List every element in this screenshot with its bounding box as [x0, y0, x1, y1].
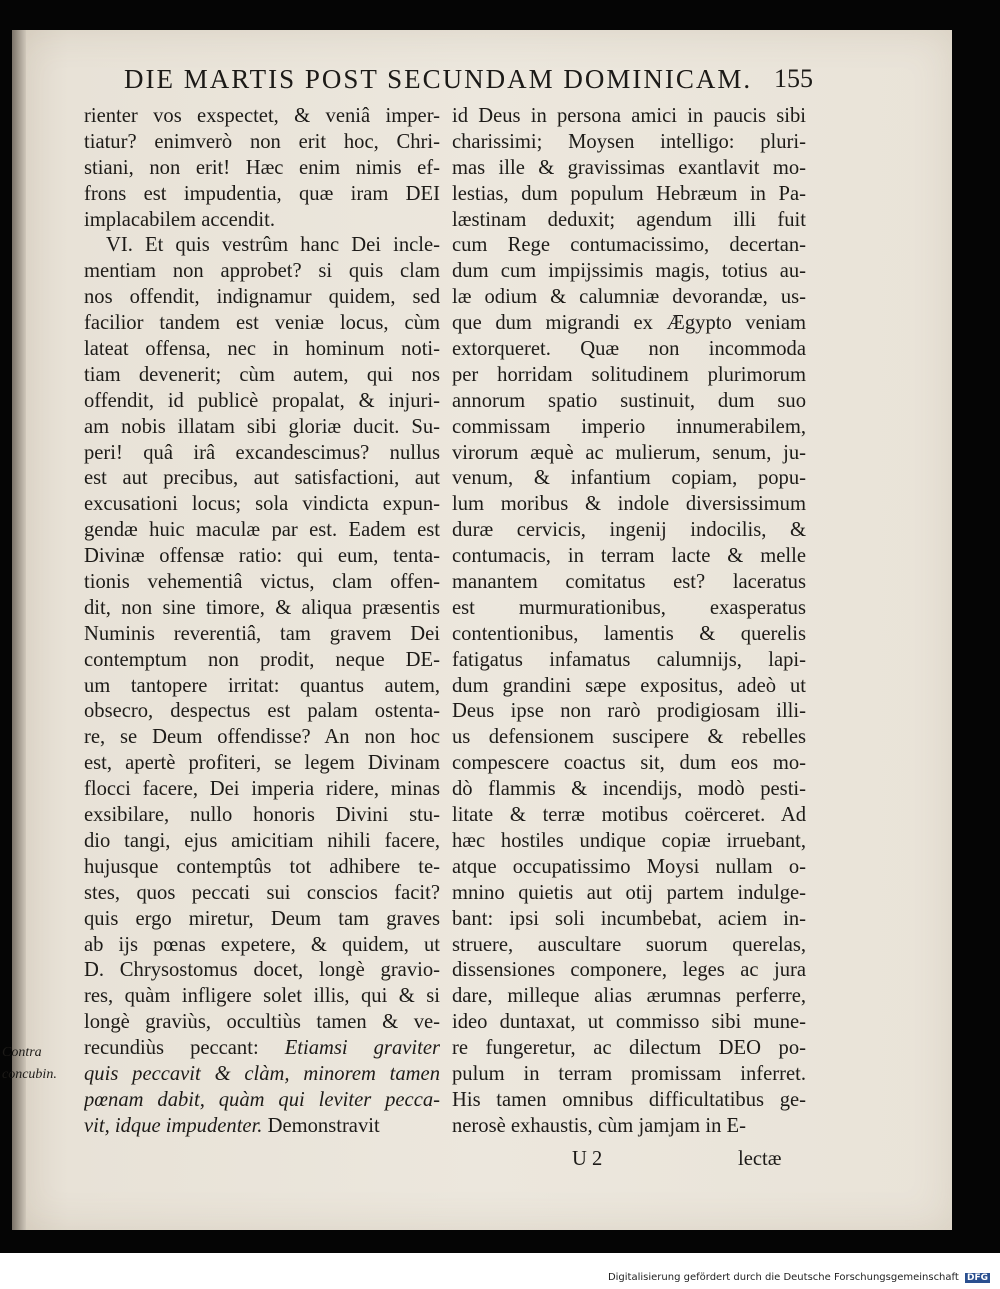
text-line: tionis vehementiâ victus, clam offen-: [84, 571, 440, 594]
text-line: id Deus in persona amici in paucis sibi: [452, 105, 806, 127]
catchword: lectæ: [738, 1148, 782, 1170]
dfg-logo: DFG: [966, 1273, 988, 1283]
text-line: stiani, non erit! Hæc enim nimis ef-: [84, 156, 440, 179]
text-line: contentionibus, lamentis & querelis: [452, 622, 806, 645]
text-line: frons est impudentia, quæ iram DEI: [84, 182, 440, 205]
text-line: implacabilem accendit.: [84, 208, 275, 231]
text-line: vit, idque impudenter. Demonstravit: [84, 1114, 380, 1137]
text-line: ab ijs pœnas expetere, & quidem, ut: [84, 933, 440, 956]
text-line: VI. Et quis vestrûm hanc Dei incle-: [106, 234, 440, 257]
text-line: commissam imperio innumerabilem,: [452, 415, 806, 438]
text-line: excusationi locus; sola vindicta expun-: [84, 493, 440, 516]
text-line: res, quàm infligere solet illis, qui & si: [84, 985, 440, 1008]
text-line: extorqueret. Quæ non incommoda: [452, 338, 806, 361]
text-line: per horridam solitudinem plurimorum: [452, 363, 806, 386]
credit-text: Digitalisierung gefördert durch die Deutsche Forschungsgemeinschaft: [607, 1272, 959, 1283]
text-line: charissimi; Moysen intelligo: pluri-: [452, 130, 806, 153]
text-line: læstinam deduxit; agendum illi fuit: [452, 208, 806, 231]
text-line: lum moribus & indole diversissimum: [452, 493, 806, 516]
text-line: stes, quos peccati sui conscios facit?: [84, 881, 440, 904]
text-line: obsecro, despectus est palam ostenta-: [84, 700, 440, 723]
text-line: læ odium & calumniæ devorandæ, us-: [452, 286, 806, 309]
marginal-note-line: concubin.: [2, 1067, 57, 1082]
text-line: lateat offensa, nec in hominum noti-: [84, 338, 440, 361]
text-line: annorum spatio sustinuit, dum suo: [452, 389, 806, 412]
text-line: dit, non sine timore, & aliqua præsentis: [84, 596, 440, 619]
text-line: His tamen omnibus difficultatibus ge-: [452, 1088, 806, 1111]
text-line: est, apertè profiteri, se legem Divinam: [84, 752, 440, 775]
right-column: [452, 104, 806, 1140]
text-line: mentiam non approbet? si quis clam: [84, 260, 440, 283]
text-line: duræ cervicis, ingenij indocilis, &: [452, 519, 806, 542]
text-line: pulum in terram promissam inferret.: [452, 1062, 806, 1085]
text-line: Divinæ offensæ ratio: qui eum, tenta-: [84, 545, 440, 568]
text-line: dò flammis & incendijs, modò pesti-: [452, 778, 806, 801]
text-line: tiam devenerit; cùm autem, qui nos: [84, 363, 440, 386]
text-line: um tantopere irritat: quantus autem,: [84, 674, 440, 697]
text-line: re, se Deum offendisse? An non hoc: [84, 726, 440, 749]
text-line: manantem comitatus est? laceratus: [452, 571, 806, 594]
text-line: dum grandini sæpe expositus, adeò ut: [452, 674, 806, 697]
text-line: longè graviùs, occultiùs tamen & ve-: [84, 1011, 440, 1034]
left-column: [84, 104, 440, 1140]
text-line: est murmurationibus, exasperatus: [452, 596, 806, 619]
text-line: gendæ huic maculæ par est. Eadem est: [84, 519, 440, 542]
text-line: lestias, dum populum Hebræum in Pa-: [452, 182, 806, 205]
text-line: contemptum non prodit, neque DE-: [84, 648, 440, 671]
text-line: litate & terræ motibus coërceret. Ad: [452, 804, 806, 827]
text-line: contumacis, in terram lacte & melle: [452, 545, 806, 568]
text-line: fatigatus infamatus calumnijs, lapi-: [452, 648, 806, 671]
text-line: us defensionem suscipere & rebelles: [452, 726, 806, 749]
page-number: 155: [774, 64, 813, 93]
digitization-credit: [608, 1272, 990, 1283]
text-line: exsibilare, nullo honoris Divini stu-: [84, 804, 440, 827]
text-line: re fungeretur, ac dilectum DEO po-: [452, 1037, 806, 1060]
text-line: quis ergo miretur, Deum tam graves: [84, 907, 440, 930]
text-line: que dum migrandi ex Ægypto veniam: [452, 312, 806, 335]
marginal-note-line: Contra: [2, 1045, 42, 1060]
text-line: mas ille & gravissimas exantlavit mo-: [452, 156, 806, 179]
text-line: dissensiones componere, leges ac jura: [452, 959, 806, 982]
text-line: compescere coactus sit, dum eos mo-: [452, 752, 806, 775]
text-line: dio tangi, ejus amicitiam nihili facere,: [84, 829, 440, 852]
text-line: recundiùs peccant: Etiamsi graviter: [84, 1037, 440, 1060]
book-page: [2, 30, 952, 1230]
text-line: atque occupatissimo Moysi nullam o-: [452, 855, 806, 878]
text-line: facilior tandem est veniæ locus, cùm: [84, 312, 440, 335]
text-line: mnino quietis aut otij partem indulge-: [452, 881, 806, 904]
text-line: nerosè exhaustis, cùm jamjam in E-: [452, 1114, 746, 1137]
text-line: bant: ipsi soli incumbebat, aciem in-: [452, 907, 806, 930]
signature-mark: U 2: [572, 1148, 603, 1170]
text-line: est aut precibus, aut satisfactioni, aut: [84, 467, 440, 490]
text-line: nos offendit, indignamur quidem, sed: [84, 286, 440, 309]
text-line: offendit, id publicè propalat, & injuri-: [84, 389, 440, 412]
text-line: Numinis reverentiâ, tam gravem Dei: [84, 622, 440, 645]
text-line: hæc hostiles undique copiæ irruebant,: [452, 829, 806, 852]
text-line: virorum æquè ac mulierum, senum, ju-: [452, 441, 806, 464]
text-line: rienter vos exspectet, & veniâ imper-: [84, 105, 440, 127]
text-line: venum, & infantium copiam, popu-: [452, 467, 806, 490]
marginal-note: [2, 1042, 57, 1086]
text-line: pœnam dabit, quàm qui leviter pecca-: [84, 1088, 440, 1111]
text-line: cum Rege contumacissimo, decertan-: [452, 234, 806, 257]
text-line: flocci facere, Dei imperia ridere, minas: [84, 778, 440, 801]
text-line: ideo duntaxat, ut commisso sibi mune-: [452, 1011, 806, 1034]
text-line: am nobis illatam sibi gloriæ ducit. Su-: [84, 415, 440, 438]
text-line: D. Chrysostomus docet, longè gravio-: [84, 959, 440, 982]
text-line: tiatur? enimverò non erit hoc, Chri-: [84, 130, 440, 153]
running-head: DIE MARTIS POST SECUNDAM DOMINICAM.: [124, 64, 753, 94]
text-line: hujusque contemptûs tot adhibere te-: [84, 855, 440, 878]
text-line: dum cum impijssimis magis, totius au-: [452, 260, 806, 283]
text-line: struere, auscultare suorum querelas,: [452, 933, 806, 956]
text-line: Deus ipse non rarò prodigiosam illi-: [452, 700, 806, 723]
text-line: peri! quâ irâ excandescimus? nullus: [84, 441, 440, 464]
text-line: dare, milleque alias ærumnas perferre,: [452, 985, 806, 1008]
text-line: quis peccavit & clàm, minorem tamen: [84, 1062, 440, 1085]
